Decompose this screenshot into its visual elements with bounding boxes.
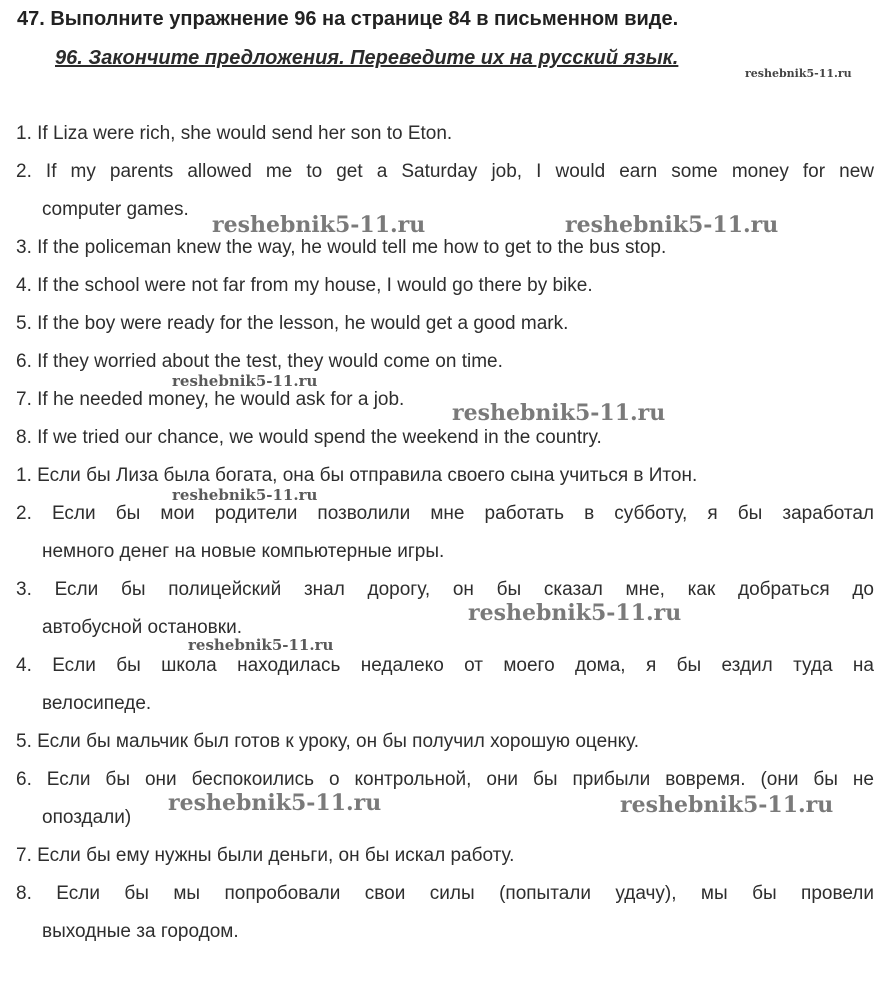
watermark: reshebnik5-11.ru xyxy=(172,486,318,504)
watermark: reshebnik5-11.ru xyxy=(172,372,318,390)
russian-sentence-8-line-1: 8. Если бы мы попробовали свои силы (попытали удачу), мы бы провели xyxy=(16,883,874,904)
english-sentence-6: 6. If they worried about the test, they would come on time. xyxy=(16,351,503,372)
russian-sentence-3-line-2: автобусной остановки. xyxy=(42,617,242,638)
russian-sentence-7: 7. Если бы ему нужны были деньги, он бы искал работу. xyxy=(16,845,515,866)
english-sentence-2-line-1: 2. If my parents allowed me to get a Saturday job, I would earn some money for new xyxy=(16,161,874,182)
watermark: reshebnik5-11.ru xyxy=(565,212,779,238)
english-sentence-8: 8. If we tried our chance, we would spend the weekend in the country. xyxy=(16,427,602,448)
russian-sentence-3-line-1: 3. Если бы полицейский знал дорогу, он бы сказал мне, как добраться до xyxy=(16,579,874,600)
english-sentence-5: 5. If the boy were ready for the lesson, he would get a good mark. xyxy=(16,313,569,334)
russian-sentence-5: 5. Если бы мальчик был готов к уроку, он бы получил хорошую оценку. xyxy=(16,731,640,752)
watermark: reshebnik5-11.ru xyxy=(452,400,666,426)
russian-sentence-2-line-2: немного денег на новые компьютерные игры. xyxy=(42,541,445,562)
russian-sentence-1: 1. Если бы Лиза была богата, она бы отправила своего сына учиться в Итон. xyxy=(16,465,698,486)
english-sentence-7: 7. If he needed money, he would ask for a job. xyxy=(16,389,405,410)
russian-sentence-4-line-1: 4. Если бы школа находилась недалеко от моего дома, я бы ездил туда на xyxy=(16,655,874,676)
russian-sentence-8-line-2: выходные за городом. xyxy=(42,921,239,942)
russian-sentence-6-line-2: опоздали) xyxy=(42,807,132,828)
english-sentence-4: 4. If the school were not far from my house, I would go there by bike. xyxy=(16,275,593,296)
english-sentence-1: 1. If Liza were rich, she would send her son to Eton. xyxy=(16,123,453,144)
watermark: reshebnik5-11.ru xyxy=(168,790,382,816)
watermark: reshebnik5-11.ru xyxy=(620,792,834,818)
watermark: reshebnik5-11.ru xyxy=(468,600,682,626)
russian-sentence-6-line-1: 6. Если бы они беспокоились о контрольной, они бы прибыли вовремя. (они бы не xyxy=(16,769,874,790)
exercise-title: 47. Выполните упражнение 96 на странице 84 в письменном виде. xyxy=(17,8,679,30)
watermark: reshebnik5-11.ru xyxy=(212,212,426,238)
watermark: reshebnik5-11.ru xyxy=(745,67,852,80)
english-sentence-2-line-2: computer games. xyxy=(42,199,189,220)
english-sentence-3: 3. If the policeman knew the way, he would tell me how to get to the bus stop. xyxy=(16,237,667,258)
watermark: reshebnik5-11.ru xyxy=(188,636,334,654)
russian-sentence-4-line-2: велосипеде. xyxy=(42,693,152,714)
exercise-subtitle: 96. Закончите предложения. Переведите их на русский язык. xyxy=(55,47,679,69)
russian-sentence-2-line-1: 2. Если бы мои родители позволили мне работать в субботу, я бы заработал xyxy=(16,503,874,524)
